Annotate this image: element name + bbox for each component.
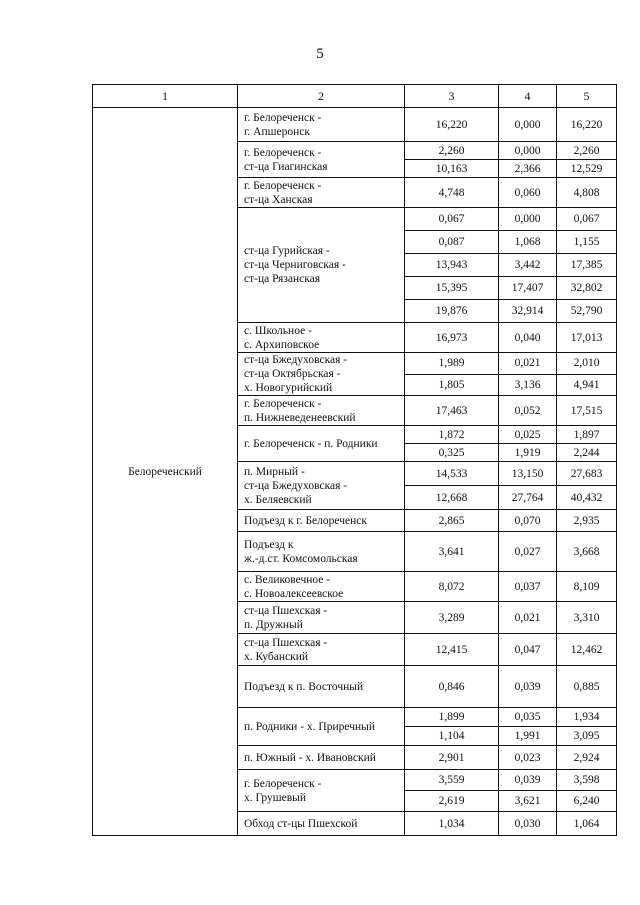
road-name-line: ст-ца Октябрьская - bbox=[244, 368, 341, 380]
value-cell-col3: 10,163 bbox=[405, 160, 499, 178]
value-cell-col5: 3,598 bbox=[557, 770, 617, 791]
value-cell-col5: 3,668 bbox=[557, 532, 617, 572]
value-cell-col5: 27,683 bbox=[557, 462, 617, 486]
road-name-cell bbox=[238, 572, 405, 602]
road-name-line: ст-ца Пшехская - bbox=[244, 604, 328, 617]
road-name-line: п. Южный - х. Ивановский bbox=[244, 751, 376, 764]
column-header-5: 5 bbox=[557, 85, 617, 108]
value-cell-col5: 2,244 bbox=[557, 444, 617, 462]
road-name-line: ст-ца Рязанская bbox=[244, 273, 321, 285]
value-cell-col5: 1,897 bbox=[557, 426, 617, 444]
road-name-line: с. Архиповское bbox=[244, 338, 320, 351]
value-cell-col4: 0,060 bbox=[499, 178, 557, 208]
value-cell-col5: 3,095 bbox=[557, 727, 617, 746]
value-cell-col4: 3,136 bbox=[499, 374, 557, 396]
value-cell-col3: 16,973 bbox=[405, 323, 499, 353]
road-name-line: ст-ца Бжедуховская - bbox=[244, 354, 348, 366]
road-name-cell bbox=[238, 532, 405, 572]
road-name-cell bbox=[238, 770, 405, 812]
value-cell-col4: 13,150 bbox=[499, 462, 557, 486]
road-name-line: х. Беляевский bbox=[244, 493, 312, 506]
road-name-line: п. Родники - х. Приречный bbox=[244, 720, 376, 733]
road-name-cell bbox=[238, 462, 405, 510]
value-cell-col3: 0,087 bbox=[405, 231, 499, 254]
value-cell-col3: 1,899 bbox=[405, 708, 499, 727]
table-row bbox=[93, 108, 617, 142]
value-cell-col3: 17,463 bbox=[405, 396, 499, 426]
value-cell-col5: 8,109 bbox=[557, 572, 617, 602]
page-number: 5 bbox=[316, 46, 324, 62]
road-name-line: ст-ца Ханская bbox=[244, 193, 313, 206]
road-name-cell bbox=[238, 426, 405, 462]
value-cell-col3: 12,415 bbox=[405, 634, 499, 666]
road-name-line: Подъезд к bbox=[244, 538, 294, 551]
value-cell-col5: 6,240 bbox=[557, 791, 617, 812]
value-cell-col3: 2,865 bbox=[405, 510, 499, 532]
road-name-line: х. Грушевый bbox=[244, 791, 307, 804]
value-cell-col4: 0,023 bbox=[499, 746, 557, 770]
value-cell-col5: 4,808 bbox=[557, 178, 617, 208]
column-header-1: 1 bbox=[93, 85, 238, 108]
value-cell-col4: 27,764 bbox=[499, 486, 557, 510]
value-cell-col4: 0,037 bbox=[499, 572, 557, 602]
value-cell-col4: 32,914 bbox=[499, 300, 557, 323]
road-name-cell bbox=[238, 812, 405, 836]
value-cell-col3: 2,619 bbox=[405, 791, 499, 812]
value-cell-col5: 12,462 bbox=[557, 634, 617, 666]
value-cell-col5: 17,013 bbox=[557, 323, 617, 353]
value-cell-col4: 3,621 bbox=[499, 791, 557, 812]
road-name-cell bbox=[238, 108, 405, 142]
road-name-line: х. Новогурийский bbox=[244, 382, 333, 394]
value-cell-col3: 14,533 bbox=[405, 462, 499, 486]
value-cell-col4: 1,991 bbox=[499, 727, 557, 746]
value-cell-col5: 52,790 bbox=[557, 300, 617, 323]
value-cell-col4: 0,000 bbox=[499, 142, 557, 160]
value-cell-col5: 32,802 bbox=[557, 277, 617, 300]
distance-table bbox=[92, 84, 617, 836]
value-cell-col3: 13,943 bbox=[405, 254, 499, 277]
column-header-4: 4 bbox=[499, 85, 557, 108]
value-cell-col4: 0,000 bbox=[499, 108, 557, 142]
value-cell-col3: 2,260 bbox=[405, 142, 499, 160]
value-cell-col4: 17,407 bbox=[499, 277, 557, 300]
value-cell-col5: 12,529 bbox=[557, 160, 617, 178]
value-cell-col4: 0,039 bbox=[499, 770, 557, 791]
value-cell-col3: 8,072 bbox=[405, 572, 499, 602]
value-cell-col5: 2,010 bbox=[557, 353, 617, 375]
value-cell-col4: 3,442 bbox=[499, 254, 557, 277]
road-name-cell bbox=[238, 208, 405, 323]
road-name-line: ст-ца Бжедуховская - bbox=[244, 479, 348, 492]
value-cell-col5: 17,515 bbox=[557, 396, 617, 426]
value-cell-col4: 0,039 bbox=[499, 666, 557, 708]
value-cell-col4: 0,047 bbox=[499, 634, 557, 666]
value-cell-col4: 0,070 bbox=[499, 510, 557, 532]
value-cell-col4: 0,021 bbox=[499, 353, 557, 375]
road-name-cell bbox=[238, 602, 405, 634]
value-cell-col4: 1,919 bbox=[499, 444, 557, 462]
value-cell-col4: 0,030 bbox=[499, 812, 557, 836]
value-cell-col5: 0,067 bbox=[557, 208, 617, 231]
road-name-line: г. Белореченск - bbox=[244, 179, 322, 192]
column-header-3: 3 bbox=[405, 85, 499, 108]
value-cell-col3: 0,325 bbox=[405, 444, 499, 462]
value-cell-col4: 0,052 bbox=[499, 396, 557, 426]
value-cell-col5: 0,885 bbox=[557, 666, 617, 708]
value-cell-col4: 0,021 bbox=[499, 602, 557, 634]
value-cell-col5: 3,310 bbox=[557, 602, 617, 634]
value-cell-col3: 19,876 bbox=[405, 300, 499, 323]
column-header-2: 2 bbox=[238, 85, 405, 108]
value-cell-col4: 0,025 bbox=[499, 426, 557, 444]
value-cell-col3: 3,289 bbox=[405, 602, 499, 634]
road-name-cell bbox=[238, 666, 405, 708]
road-name-cell bbox=[238, 353, 405, 396]
road-name-line: п. Дружный bbox=[244, 618, 303, 631]
road-name-cell bbox=[238, 323, 405, 353]
value-cell-col3: 1,104 bbox=[405, 727, 499, 746]
road-name-cell bbox=[238, 708, 405, 746]
value-cell-col3: 1,805 bbox=[405, 374, 499, 396]
value-cell-col4: 0,000 bbox=[499, 208, 557, 231]
road-name-line: х. Кубанский bbox=[244, 650, 309, 663]
road-name-line: г. Белореченск - bbox=[244, 397, 322, 410]
value-cell-col3: 3,641 bbox=[405, 532, 499, 572]
road-name-cell bbox=[238, 746, 405, 770]
value-cell-col3: 0,846 bbox=[405, 666, 499, 708]
road-name-line: г. Белореченск - bbox=[244, 111, 322, 124]
region-cell: Белореченский bbox=[93, 108, 238, 836]
road-name-line: с. Школьное - bbox=[244, 324, 312, 337]
road-name-cell bbox=[238, 634, 405, 666]
value-cell-col5: 2,935 bbox=[557, 510, 617, 532]
road-name-line: г. Белореченск - bbox=[244, 146, 322, 159]
road-name-line: г. Белореченск - п. Родники bbox=[244, 437, 378, 450]
value-cell-col5: 4,941 bbox=[557, 374, 617, 396]
value-cell-col4: 2,366 bbox=[499, 160, 557, 178]
road-name-line: Обход ст-цы Пшехской bbox=[244, 817, 358, 830]
value-cell-col3: 1,034 bbox=[405, 812, 499, 836]
road-name-line: г. Белореченск - bbox=[244, 777, 322, 790]
road-name-cell bbox=[238, 396, 405, 426]
value-cell-col3: 0,067 bbox=[405, 208, 499, 231]
road-name-line: п. Мирный - bbox=[244, 465, 305, 478]
road-name-line: Подъезд к г. Белореченск bbox=[244, 514, 367, 527]
value-cell-col5: 2,924 bbox=[557, 746, 617, 770]
road-name-line: ст-ца Черниговская - bbox=[244, 259, 346, 271]
value-cell-col5: 1,934 bbox=[557, 708, 617, 727]
road-name-line: ст-ца Гиагинская bbox=[244, 160, 328, 173]
value-cell-col3: 16,220 bbox=[405, 108, 499, 142]
road-name-line: ст-ца Гурийская - bbox=[244, 245, 330, 257]
table-body bbox=[93, 108, 617, 836]
value-cell-col5: 40,432 bbox=[557, 486, 617, 510]
value-cell-col3: 1,872 bbox=[405, 426, 499, 444]
value-cell-col5: 1,155 bbox=[557, 231, 617, 254]
value-cell-col4: 0,040 bbox=[499, 323, 557, 353]
value-cell-col5: 1,064 bbox=[557, 812, 617, 836]
road-name-line: п. Нижневеденеевский bbox=[244, 411, 356, 424]
header-row bbox=[93, 85, 617, 108]
road-name-cell bbox=[238, 510, 405, 532]
road-name-cell bbox=[238, 142, 405, 178]
value-cell-col5: 2,260 bbox=[557, 142, 617, 160]
value-cell-col4: 0,027 bbox=[499, 532, 557, 572]
value-cell-col4: 1,068 bbox=[499, 231, 557, 254]
value-cell-col3: 2,901 bbox=[405, 746, 499, 770]
road-name-line: с. Великовечное - bbox=[244, 573, 331, 586]
road-name-cell bbox=[238, 178, 405, 208]
value-cell-col5: 17,385 bbox=[557, 254, 617, 277]
value-cell-col4: 0,035 bbox=[499, 708, 557, 727]
value-cell-col3: 1,989 bbox=[405, 353, 499, 375]
road-name-line: г. Апшеронск bbox=[244, 125, 310, 138]
road-name-line: Подъезд к п. Восточный bbox=[244, 680, 364, 693]
value-cell-col5: 16,220 bbox=[557, 108, 617, 142]
road-name-line: ж.-д.ст. Комсомольская bbox=[244, 552, 358, 565]
value-cell-col3: 3,559 bbox=[405, 770, 499, 791]
road-name-line: с. Новоалексеевское bbox=[244, 587, 344, 600]
value-cell-col3: 12,668 bbox=[405, 486, 499, 510]
value-cell-col3: 15,395 bbox=[405, 277, 499, 300]
value-cell-col3: 4,748 bbox=[405, 178, 499, 208]
road-name-line: ст-ца Пшехская - bbox=[244, 636, 328, 649]
